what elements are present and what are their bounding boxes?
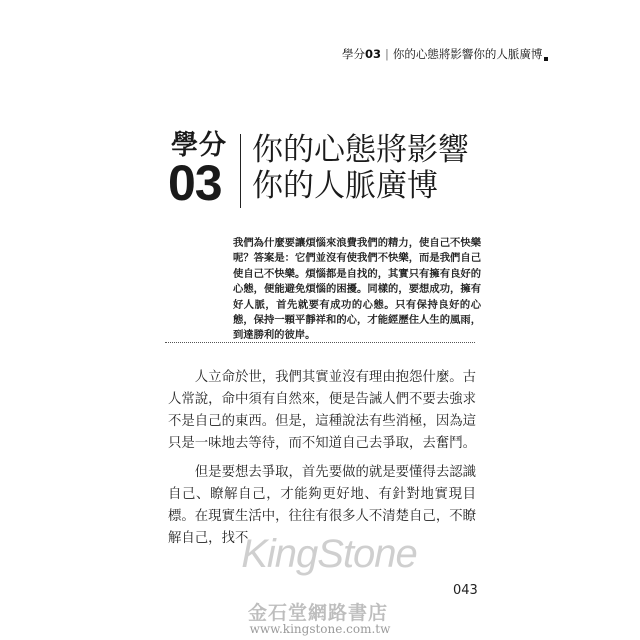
watermark-logo: KingStone (241, 532, 417, 576)
running-header-label: 學分 (342, 47, 365, 61)
running-header-separator: | (385, 47, 389, 61)
chapter-title-line-1: 你的心態將影響 (252, 132, 469, 168)
watermark-url: www.kingstone.com.tw (249, 622, 391, 636)
chapter-title (252, 132, 469, 204)
watermark-store-name: 金石堂網路書店 (247, 602, 388, 624)
running-header-title: 你的心態將影響你的人脈廣博 (392, 47, 543, 61)
chapter-intro: 我們為什麼要讓煩惱來浪費我們的精力，使自己不快樂呢？答案是：它們並沒有使我們不快樂，而是我們自己使自己不快樂。煩惱都是自找的，其實只有擁有良好的心態，便能避免煩惱的困擾。同樣的，要想成功，擁有好人脈，首先就要有成功的心態。只有保持良好的心態，保持一顆平靜祥和的心，才能經歷住人生的風雨，到達勝利的彼岸。 (233, 237, 481, 342)
running-header-dot (544, 57, 548, 61)
body-paragraph-2: 但是要想去爭取，首先要做的就是要懂得去認識自己、瞭解自己，才能夠更好地、有針對地實現目標。在現實生活中，往往有很多人不清楚自己，不瞭解自己，找不 (168, 465, 476, 546)
chapter-title-line-2: 你的人脈廣博 (252, 168, 438, 204)
dotted-divider (165, 342, 475, 343)
page-number: 043 (453, 583, 478, 598)
running-header-number: 03 (365, 47, 382, 61)
body-text (168, 367, 476, 557)
chapter-number: 03 (168, 155, 222, 211)
chapter-heading (168, 130, 488, 210)
running-header (342, 47, 543, 61)
body-paragraph-1: 人立命於世，我們其實並沒有理由抱怨什麼。古人常說，命中須有自然來，便是告誡人們不要去強求不是自己的東西。但是，這種說法有些消極，因為這只是一味地去等待，而不知道自己去爭取，去奮鬥。 (168, 370, 476, 451)
chapter-label: 學分 (171, 130, 227, 161)
chapter-divider (240, 134, 241, 208)
